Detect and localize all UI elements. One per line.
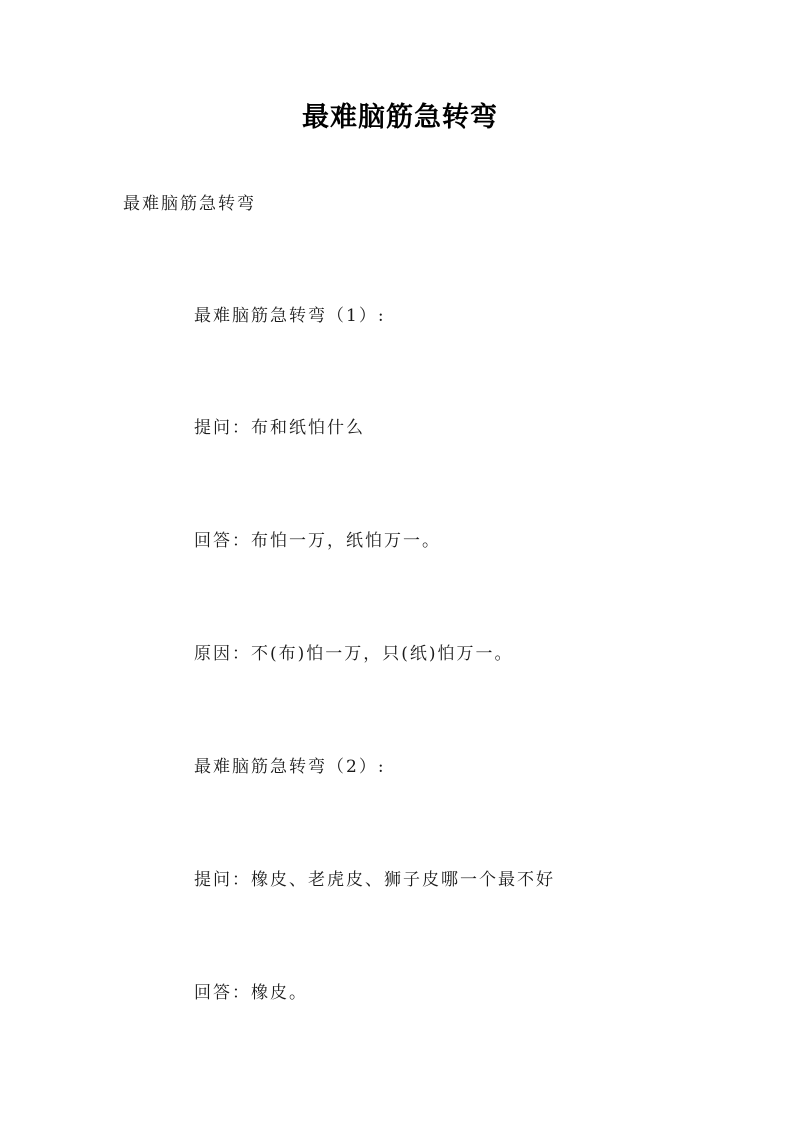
riddle-heading-1: 最难脑筋急转弯（1）: xyxy=(194,306,386,326)
riddle-answer-2: 回答：橡皮。 xyxy=(194,983,308,1003)
riddle-question-1: 提问：布和纸怕什么 xyxy=(194,418,365,438)
document-title: 最难脑筋急转弯 xyxy=(302,102,498,133)
riddle-question-2: 提问：橡皮、老虎皮、狮子皮哪一个最不好 xyxy=(194,870,555,890)
document-subtitle: 最难脑筋急转弯 xyxy=(123,194,256,214)
riddle-answer-1: 回答：布怕一万，纸怕万一。 xyxy=(194,531,441,551)
riddle-heading-2: 最难脑筋急转弯（2）: xyxy=(194,757,386,777)
riddle-reason-1: 原因：不(布)怕一万，只(纸)怕万一。 xyxy=(194,644,514,664)
